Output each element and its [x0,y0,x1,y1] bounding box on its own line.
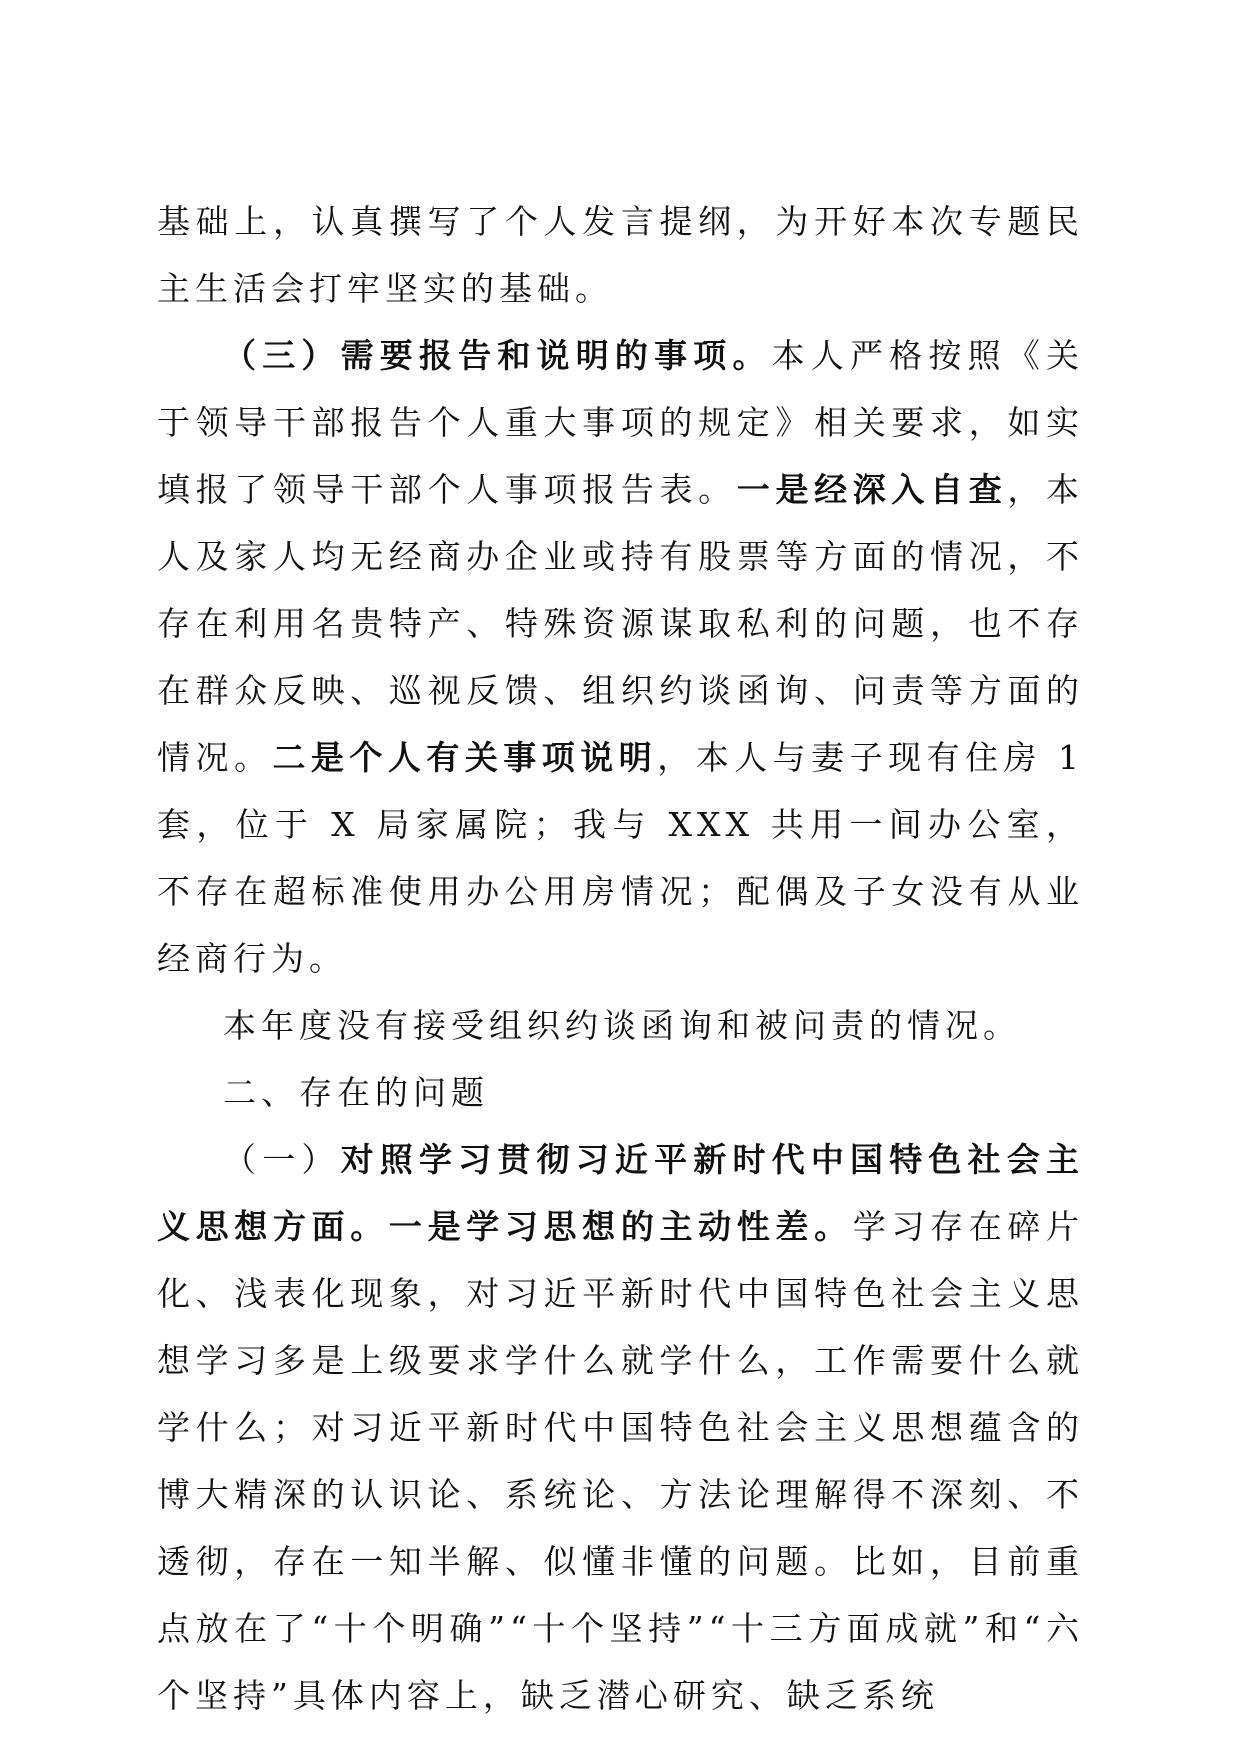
document-body [157,188,1084,1729]
paragraph-continuation [157,188,1084,322]
paragraph-report-items [157,322,1084,992]
paragraph-problems-1 [157,1126,1084,1729]
bold-phrase: 一是经深入自查 [736,470,1008,509]
section-title [157,1059,1084,1126]
paragraph-text: ，本人与妻子现有住房 1 套，位于 X 局家属院；我与 XXX 共用一间办公室，不存在超标准使用办公用房情况；配偶及子女没有从业经商行为。 [157,738,1084,978]
paragraph-text: 基础上，认真撰写了个人发言提纲，为开好本次专题民主生活会打牢坚实的基础。 [157,202,1084,308]
paragraph-text: 本人严格按照《关于领导干部报告个人重大事项的规定》相关要求，如实填报了领导干部个人事项报告表。 [157,336,1085,509]
section-heading: （三）需要报告和说明的事项。 [223,336,772,375]
bold-phrase: 对照学习贯彻习近平新时代中国特色社会主义思想方面。一是学习思想的主动性差。 [157,1140,1085,1246]
item-prefix: （一） [223,1140,341,1179]
bold-phrase: 二是个人有关事项说明 [272,738,658,777]
paragraph-text: ，本人及家人均无经商办企业或持有股票等方面的情况，不存在利用名贵特产、特殊资源谋取私利的问题，也不存在群众反映、巡视反馈、组织约谈函询、问责等方面的情况。 [157,470,1085,777]
paragraph-text: 本年度没有接受组织约谈函询和被问责的情况。 [223,1006,1021,1045]
paragraph-text: 学习存在碎片化、浅表化现象，对习近平新时代中国特色社会主义思想学习多是上级要求学什么就学什么，工作需要什么就学什么；对习近平新时代中国特色社会主义思想蕴含的博大精深的认识论、系统论、方法论理解得不深刻、不透彻，存在一知半解、似懂非懂的问题。比如，目前重点放在了“十个明确”“十个坚持”“十三方面成就”和“六个坚持”具体内容上，缺乏潜心研究、缺乏系统 [157,1207,1085,1715]
section-title-text: 二、存在的问题 [223,1073,489,1112]
paragraph-no-inquiry [157,992,1084,1059]
